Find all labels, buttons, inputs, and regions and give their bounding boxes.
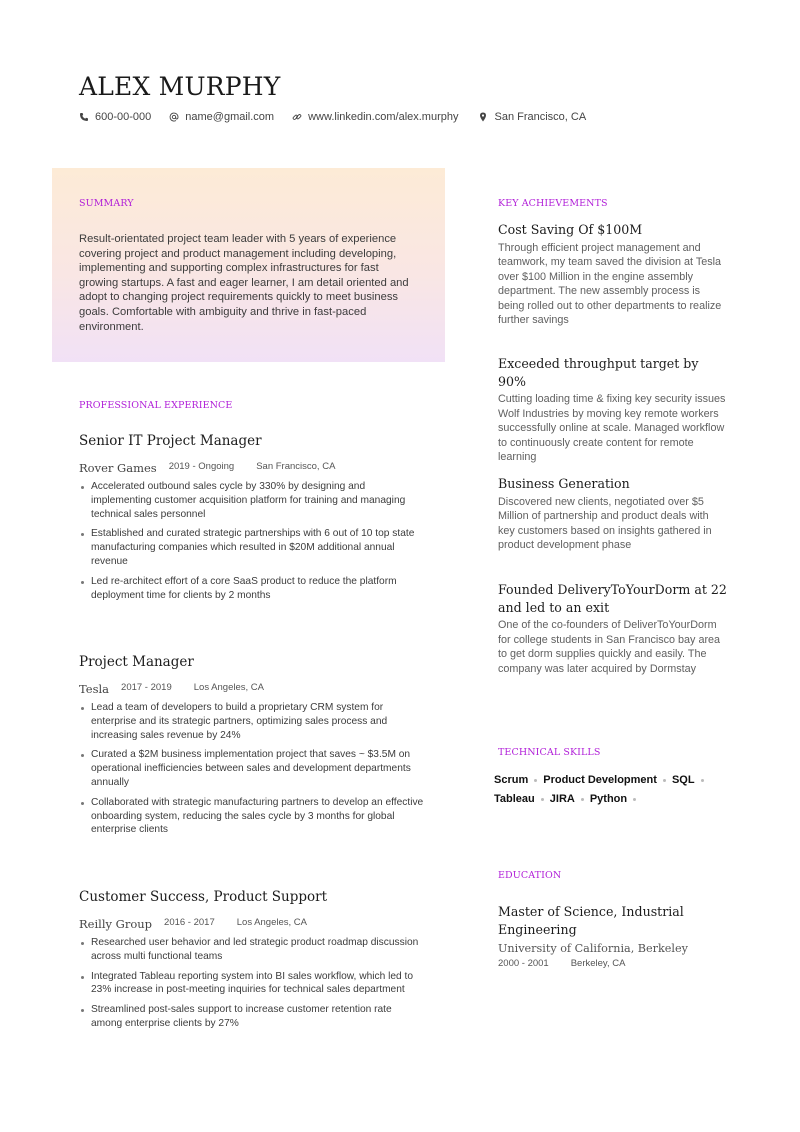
job-bullet: Curated a $2M business implementation project that saves ~ $3.5M on operational inefficiencies between sales and development departments annually <box>91 748 424 789</box>
phone-text: 600-00-000 <box>95 111 152 123</box>
job-dates: 2019 - Ongoing <box>168 461 235 472</box>
achievement-title: Cost Saving Of $100M <box>498 222 643 237</box>
summary-heading: SUMMARY <box>79 198 134 209</box>
job-bullet: Streamlined post-sales support to increase customer retention rate among enterprise clients by 27% <box>91 1003 424 1031</box>
summary-section <box>52 168 445 362</box>
job-company: Rover Games <box>79 461 157 475</box>
location-text: San Francisco, CA <box>494 111 587 123</box>
link-icon <box>292 111 302 123</box>
job-bullet: Established and curated strategic partnerships with 6 out of 10 top state manufacturing companies which resulted in $20M additional annual revenue <box>91 527 424 568</box>
job-title: Project Manager <box>79 654 194 670</box>
education-heading: EDUCATION <box>498 870 562 881</box>
skills-heading: TECHNICAL SKILLS <box>498 747 601 758</box>
job-title: Senior IT Project Manager <box>79 433 262 449</box>
contact-location <box>478 111 586 123</box>
job-meta <box>79 679 424 696</box>
job-bullet: Lead a team of developers to build a proprietary CRM system for enterprise and its strategic partners, optimizing sales process and increasing sales revenue by 24% <box>91 701 424 742</box>
education-meta <box>498 958 728 969</box>
achievement-desc: One of the co-founders of DeliverToYourDorm for college students in San Francisco bay area to get dorm supplies quickly and easily. The company was later acquired by Dormstay <box>498 619 721 675</box>
job-bullet: Accelerated outbound sales cycle by 330% by designing and implementing customer acquisition platform for training and managing technical sales personnel <box>91 480 424 521</box>
achievement-title: Founded DeliveryToYourDorm at 22 and led to an exit <box>498 582 727 615</box>
contact-email[interactable] <box>169 111 274 123</box>
education-entry <box>498 903 728 969</box>
phone-icon <box>79 111 89 123</box>
achievement-item <box>498 355 728 465</box>
job-location: Los Angeles, CA <box>193 682 264 693</box>
linkedin-link[interactable]: www.linkedin.com/alex.murphy <box>308 111 459 123</box>
skills-list <box>494 774 734 805</box>
job-location: San Francisco, CA <box>256 461 336 472</box>
job-bullet: Collaborated with strategic manufacturing partners to develop an effective onboarding system, reducing the sales cycle by 3 months for global enterprise clients <box>91 796 424 836</box>
contact-linkedin[interactable] <box>292 111 458 123</box>
job-company: Tesla <box>79 682 110 696</box>
candidate-name: ALEX MURPHY <box>79 72 281 101</box>
skill-tag: Tableau <box>494 793 544 805</box>
map-pin-icon <box>478 111 488 123</box>
job-bullets <box>79 480 424 602</box>
education-dates: 2000 - 2001 <box>498 958 549 969</box>
job-title: Customer Success, Product Support <box>79 889 328 905</box>
achievement-desc: Through efficient project management and teamwork, my team saved the division at Tesla over $100 Million in the engine assembly department. The new assembly process is being rolled out to other departments to realize further savings <box>498 241 722 327</box>
achievement-item <box>498 475 728 553</box>
achievements-heading: KEY ACHIEVEMENTS <box>498 198 608 209</box>
achievement-title: Business Generation <box>498 476 630 491</box>
job-dates: 2016 - 2017 <box>164 917 215 928</box>
achievement-desc: Discovered new clients, negotiated over $5 Million of partnership and product deals with key customers based on insights gathered in product development phase <box>498 495 712 552</box>
experience-heading: PROFESSIONAL EXPERIENCE <box>79 400 233 411</box>
achievement-desc: Cutting loading time & fixing key security issues Wolf Industries by moving key remote workers successfully online at scale. Managed workflow to continuously create content for remote learning <box>498 393 726 464</box>
email-link[interactable]: name@gmail.com <box>185 111 275 123</box>
summary-text: Result-orientated project team leader with 5 years of experience covering project and product management including developing, implementing and supporting complex infrastructures for fast growing startups. A fast and eager learner, I am detail oriented and adopt to changing project requirements quickly to meet business goals. Comfortable with ambiguity and thrive in fast-paced environment. <box>79 233 409 333</box>
job-bullet: Researched user behavior and led strategic product roadmap discussion across multi functional teams <box>91 936 424 964</box>
job-meta <box>79 914 424 931</box>
job-entry <box>79 433 424 608</box>
skill-tag: Scrum <box>494 774 537 786</box>
job-entry <box>79 654 424 843</box>
skill-tag: Product Development <box>543 774 666 786</box>
skill-tag: Python <box>590 793 636 805</box>
contact-phone <box>79 111 151 123</box>
job-location: Los Angeles, CA <box>236 917 307 928</box>
achievement-title: Exceeded throughput target by 90% <box>498 356 699 389</box>
job-bullets <box>79 936 424 1031</box>
at-icon <box>169 111 179 123</box>
education-location: Berkeley, CA <box>570 958 626 969</box>
skill-tag: JIRA <box>550 793 584 805</box>
job-bullets <box>79 701 424 837</box>
job-bullet: Integrated Tableau reporting system into BI sales workflow, which led to 23% increase in post-meeting inquiries for technical sales department <box>91 970 424 998</box>
skill-tag: SQL <box>672 774 704 786</box>
job-entry <box>79 889 424 1037</box>
school: University of California, Berkeley <box>498 942 688 955</box>
contact-row <box>79 111 604 123</box>
achievement-item <box>498 581 728 676</box>
job-dates: 2017 - 2019 <box>121 682 172 693</box>
job-company: Reilly Group <box>79 917 153 931</box>
achievement-item <box>498 221 728 328</box>
job-meta <box>79 458 424 475</box>
job-bullet: Led re-architect effort of a core SaaS product to reduce the platform deployment time for clients by 2 months <box>91 575 424 603</box>
degree: Master of Science, Industrial Engineering <box>498 904 684 937</box>
